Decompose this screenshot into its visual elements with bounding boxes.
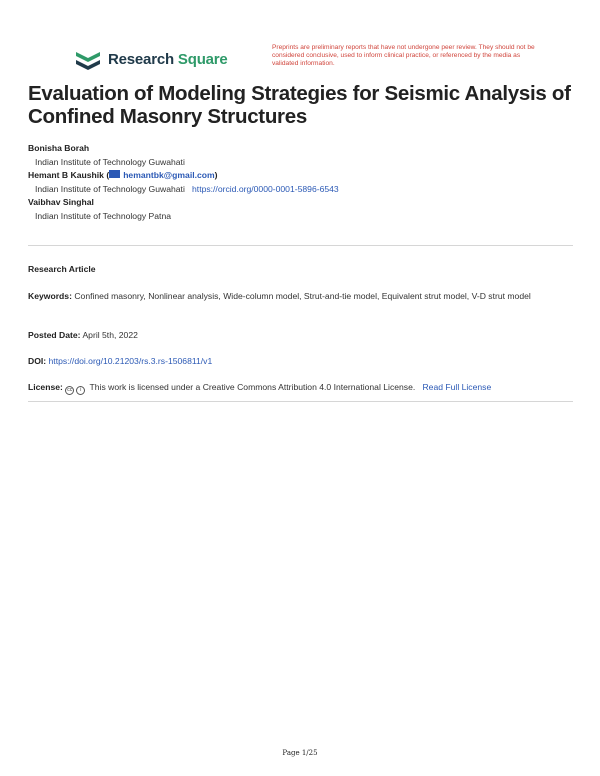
author-list bbox=[28, 142, 576, 223]
author-name: Vaibhav Singhal bbox=[28, 197, 94, 207]
preprint-notice: Preprints are preliminary reports that have not undergone peer review. They should not be considered conclusive, used to inform clinical practice, or referenced by the media as validated information. bbox=[272, 44, 535, 67]
author-name: Hemant B Kaushik ( hemantbk@gmail.com) bbox=[28, 170, 218, 180]
creative-commons-icon: cc bbox=[67, 387, 73, 393]
license: License: cc i This work is licensed under a Creative Commons Attribution 4.0 International License. Read Full License bbox=[28, 382, 492, 393]
logo-text: Research Square bbox=[108, 50, 228, 68]
doi: DOI: https://doi.org/10.21203/rs.3.rs-1506811/v1 bbox=[28, 356, 213, 366]
research-square-logo[interactable] bbox=[74, 48, 228, 70]
attribution-icon: i bbox=[76, 386, 85, 395]
author-affiliation: Indian Institute of Technology Patna bbox=[35, 210, 172, 221]
paper-title: Evaluation of Modeling Strategies for Seismic Analysis of Confined Masonry Structures bbox=[28, 82, 571, 128]
email-icon bbox=[109, 170, 120, 178]
page-header bbox=[74, 44, 544, 78]
author-email-link[interactable]: hemantbk@gmail.com bbox=[109, 170, 214, 180]
doi-link[interactable]: https://doi.org/10.21203/rs.3.rs-1506811/v1 bbox=[48, 356, 213, 366]
divider bbox=[28, 245, 573, 246]
posted-date: Posted Date: April 5th, 2022 bbox=[28, 330, 138, 340]
page-number: Page 1/25 bbox=[282, 749, 318, 757]
author-affiliation: Indian Institute of Technology Guwahati https://orcid.org/0000-0001-5896-6543 bbox=[35, 183, 339, 194]
author-name: Bonisha Borah bbox=[28, 143, 90, 153]
article-type: Research Article bbox=[28, 264, 96, 274]
research-square-logo-icon bbox=[74, 48, 102, 70]
orcid-link[interactable]: https://orcid.org/0000-0001-5896-6543 bbox=[192, 183, 339, 194]
read-full-license-link[interactable]: Read Full License bbox=[422, 382, 492, 392]
author-affiliation: Indian Institute of Technology Guwahati bbox=[35, 156, 185, 167]
keywords: Keywords: Confined masonry, Nonlinear analysis, Wide-column model, Strut-and-tie model, Equivalent strut model, V-D strut model bbox=[28, 291, 531, 301]
divider bbox=[28, 401, 573, 402]
